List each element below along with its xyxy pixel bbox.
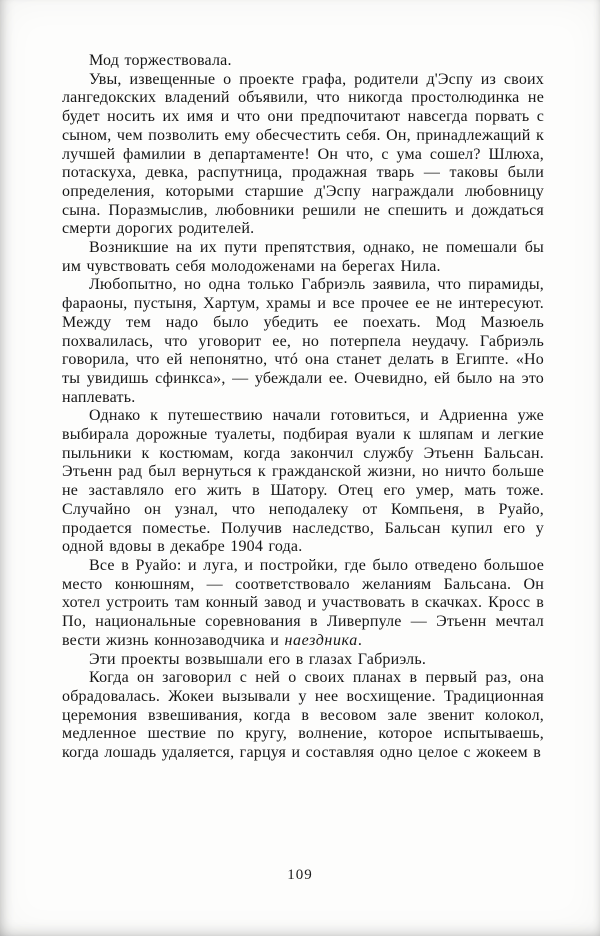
paragraph-run: Все в Руайо: и луга, и постройки, где было отведено большое место конюшням, — соответствовало желаниям Бальсана. Он хотел устроить там конный завод и участвовать в скачках. Кросс в По, национальные соревнования в Ливерпуле — Этьенн мечтал вести жизнь коннозаводчика и (62, 556, 544, 649)
page-text (62, 52, 544, 763)
paragraph: Эти проекты возвышали его в глазах Габриэль. (89, 650, 427, 668)
paragraph: Увы, извещенные о проекте графа, родители д'Эспу из своих лангедокских владений объявили, что никогда простолюдинка не будет носить их имя и что они предпочитают навсегда порвать с сыном, чем позволить ему обесчестить себя. Он, принадлежащий к лучшей фамилии в департаменте! Он что, с ума сошел? Шлюха, потаскуха, девка, распутница, продажная тварь — таковы были определения, которыми старшие д'Эспу награждали любовницу сына. Поразмыслив, любовники решили не спешить и дождаться смерти дорогих родителей. (62, 70, 544, 238)
paragraph: Мод торжествовала. (89, 52, 232, 69)
paragraph: Когда он заговорил с ней о своих планах в первый раз, она обрадовалась. Жокеи вызывали у нее восхищение. Традиционная церемония взвешивания, когда в весовом зале звенит колокол, медленное шествие по кругу, волнение, которое испытываешь, когда лошадь удаляется, гарцуя и составляя одно целое с жокеем в (62, 669, 544, 762)
paragraph (62, 557, 544, 651)
paragraph: Любопытно, но одна только Габриэль заявила, что пирамиды, фараоны, пустыня, Хартум, храмы и все прочее ее не интересуют. Между тем надо было убедить ее поехать. Мод Мазюель похвалилась, что уговорит ее, но потерпела неудачу. Габриэль говорила, что ей непонятно, чтó она станет делать в Египте. «Но ты увидишь сфинкса», — убеждали ее. Очевидно, ей было на это наплевать. (62, 276, 544, 406)
italic-word: наездника (284, 631, 358, 649)
page-number: 109 (287, 867, 313, 883)
paragraph: Однако к путешествию начали готовиться, и Адриенна уже выбирала дорожные туалеты, подбирая вуали к шляпам и легкие пыльники к костюмам, когда закончил службу Этьенн Бальсан. Этьенн рад был вернуться к гражданской жизни, но ничто больше не заставляло его жить в Шатору. Отец его умер, мать тоже. Случайно он узнал, что неподалеку от Компьеня, в Руайо, продается поместье. Получив наследство, Бальсан купил его у одной вдовы в декабре 1904 года. (62, 407, 544, 556)
paragraph-run: . (357, 631, 363, 649)
paragraph: Возникшие на их пути препятствия, однако, не помешали бы им чувствовать себя молодоженами на берегах Нила. (62, 239, 544, 275)
